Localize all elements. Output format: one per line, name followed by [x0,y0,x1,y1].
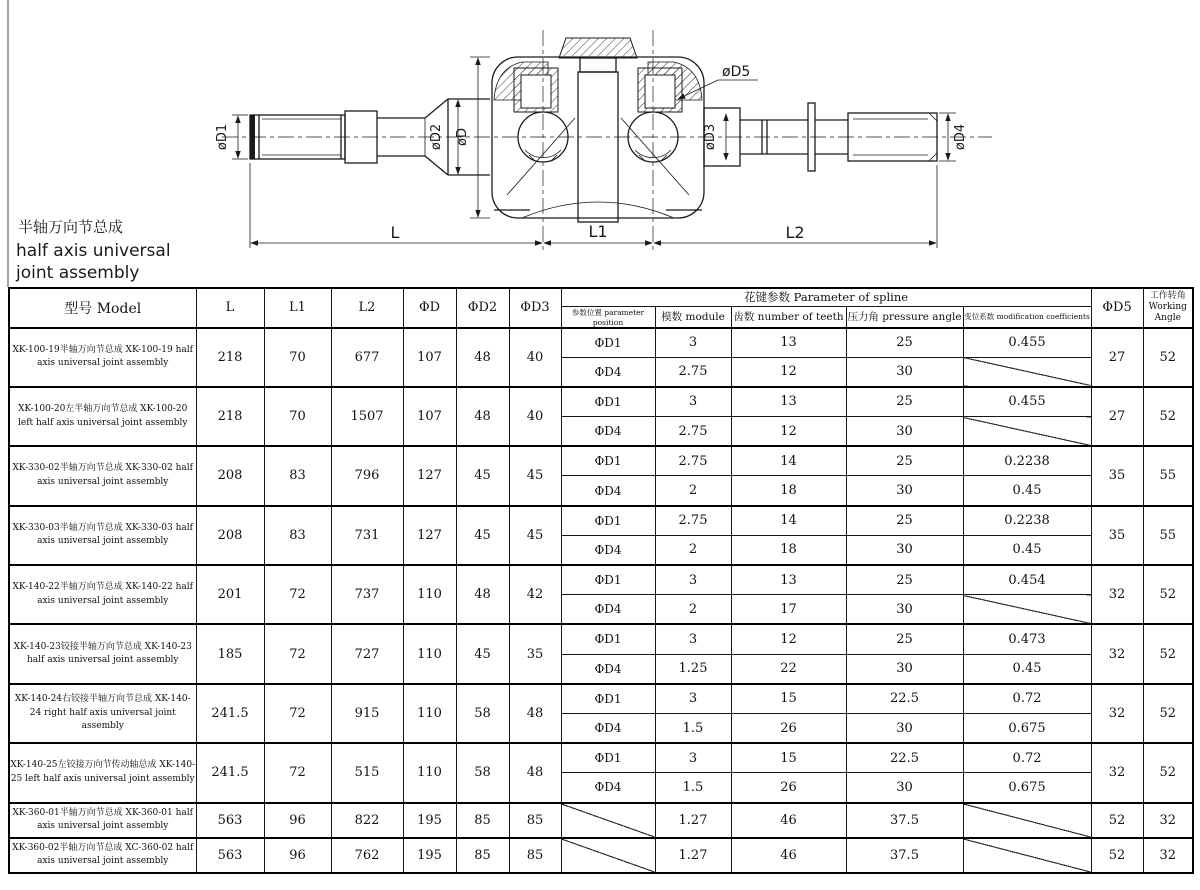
mod-coeff-cell: 0.72 [963,684,1091,714]
module-cell: 2.75 [655,506,731,536]
teeth-cell: 13 [731,328,846,358]
cell-D3: 45 [509,446,561,505]
pressure-angle-cell: 30 [846,773,963,803]
teeth-cell: 46 [731,838,846,873]
module-cell: 1.5 [655,773,731,803]
table-row [9,446,1193,476]
cell-L1: 70 [264,328,331,387]
mod-coeff-cell: 0.675 [963,713,1091,743]
cell-L2: 737 [331,565,403,624]
teeth-cell: 17 [731,595,846,625]
table-row [9,387,1193,417]
title-block [15,218,171,283]
table-row [9,565,1193,595]
working-angle-cell: 55 [1143,446,1193,505]
cell-D2: 85 [456,803,509,838]
cell-L1: 72 [264,624,331,683]
teeth-cell: 12 [731,417,846,447]
module-cell: 2 [655,535,731,565]
teeth-cell: 22 [731,654,846,684]
cell-D5: 32 [1091,743,1143,802]
model-cell: XK-330-02半轴万向节总成 XK-330-02 half axis universal joint assembly [9,446,196,505]
cell-D2: 48 [456,565,509,624]
cell-D3: 45 [509,506,561,565]
cell-D2: 48 [456,387,509,446]
model-cell: XK-100-20左半轴万向节总成 XK-100-20 left half axis universal joint assembly [9,387,196,446]
spline-position-cell: ΦD1 [561,565,655,595]
spline-position-cell: ΦD1 [561,446,655,476]
cell-D: 127 [403,506,456,565]
module-cell: 1.27 [655,803,731,838]
spline-position-cell: ΦD1 [561,328,655,358]
cell-D3: 42 [509,565,561,624]
mod-coeff-cell: 0.45 [963,654,1091,684]
d2-label: øD2 [429,123,444,151]
col-header-parameter-position: 参数位置 parameter position [561,306,655,328]
cell-D2: 85 [456,838,509,873]
cell-L: 208 [196,506,264,565]
pressure-angle-cell: 30 [846,417,963,447]
teeth-cell: 14 [731,446,846,476]
module-cell: 2.75 [655,417,731,447]
pressure-angle-cell: 30 [846,713,963,743]
mod-coeff-cell: 0.473 [963,624,1091,654]
mod-coeff-cell [963,838,1091,873]
module-cell: 2.75 [655,357,731,387]
teeth-cell: 18 [731,476,846,506]
col-header-pressure-angle: 压力角 pressure angle [846,306,963,328]
table-row [9,684,1193,714]
module-cell: 3 [655,743,731,773]
cell-L2: 727 [331,624,403,683]
module-cell: 2 [655,476,731,506]
spec-table-body [9,328,1193,873]
col-header-D: ΦD [403,288,456,328]
pressure-angle-cell: 22.5 [846,743,963,773]
cell-D5: 35 [1091,506,1143,565]
col-header-mod-coefficients: 变位系数 modification coefficients [963,306,1091,328]
spline-position-cell: ΦD1 [561,684,655,714]
working-angle-cell: 52 [1143,328,1193,387]
col-header-working-angle [1143,288,1193,328]
module-cell: 3 [655,565,731,595]
d3-label: øD3 [703,123,718,151]
module-cell: 2.75 [655,446,731,476]
cell-D3: 40 [509,387,561,446]
spline-position-cell: ΦD1 [561,387,655,417]
spline-position-cell: ΦD4 [561,595,655,625]
cell-D3: 40 [509,328,561,387]
mod-coeff-cell: 0.454 [963,565,1091,595]
spline-position-cell: ΦD4 [561,654,655,684]
cell-D2: 48 [456,328,509,387]
cell-L2: 915 [331,684,403,743]
table-row [9,803,1193,838]
teeth-cell: 12 [731,357,846,387]
model-cell: XK-100-19半轴万向节总成 XK-100-19 half axis universal joint assembly [9,328,196,387]
col-header-teeth: 齿数 number of teeth [731,306,846,328]
teeth-cell: 26 [731,713,846,743]
l1-label: L1 [588,222,608,241]
cell-D2: 45 [456,446,509,505]
working-angle-cell: 52 [1143,743,1193,802]
cell-D3: 35 [509,624,561,683]
model-cell: XK-330-03半轴万向节总成 XK-330-03 half axis universal joint assembly [9,506,196,565]
cell-D: 110 [403,565,456,624]
module-cell: 2 [655,595,731,625]
mod-coeff-cell [963,803,1091,838]
pressure-angle-cell: 25 [846,565,963,595]
pressure-angle-cell: 30 [846,595,963,625]
cell-L1: 72 [264,565,331,624]
col-header-L: L [196,288,264,328]
cell-D5: 32 [1091,684,1143,743]
cell-L2: 677 [331,328,403,387]
cell-L: 241.5 [196,684,264,743]
teeth-cell: 46 [731,803,846,838]
working-angle-cell: 52 [1143,624,1193,683]
working-angle-cell: 32 [1143,838,1193,873]
spline-parameters-header: 花键参数 Parameter of spline [561,288,1091,306]
cell-D3: 85 [509,803,561,838]
model-cell: XK-140-25左铰接万向节传动轴总成 XK-140-25 left half axis universal joint assembly [9,743,196,802]
title-english-line2: joint assembly [16,263,140,283]
teeth-cell: 12 [731,624,846,654]
col-header-D2: ΦD2 [456,288,509,328]
spec-table [8,287,1194,874]
cell-L2: 762 [331,838,403,873]
d4-label: øD4 [953,123,968,151]
cell-L1: 83 [264,446,331,505]
model-cell: XK-360-02半轴万向节总成 XC-360-02 half axis universal joint assembly [9,838,196,873]
cell-L: 208 [196,446,264,505]
pressure-angle-cell: 25 [846,387,963,417]
dim-d [455,57,490,218]
col-header-L1: L1 [264,288,331,328]
cell-D3: 48 [509,743,561,802]
teeth-cell: 15 [731,684,846,714]
cell-D2: 58 [456,684,509,743]
spline-position-cell: ΦD4 [561,713,655,743]
model-cell: XK-140-23铰接半轴万向节总成 XK-140-23 half axis universal joint assembly [9,624,196,683]
spline-position-cell: ΦD1 [561,506,655,536]
spline-position-cell [561,803,655,838]
cell-L1: 72 [264,684,331,743]
mod-coeff-cell: 0.455 [963,387,1091,417]
teeth-cell: 26 [731,773,846,803]
cell-D5: 27 [1091,328,1143,387]
spline-position-cell [561,838,655,873]
cell-L: 218 [196,387,264,446]
teeth-cell: 13 [731,565,846,595]
teeth-cell: 14 [731,506,846,536]
module-cell: 1.27 [655,838,731,873]
cell-L1: 72 [264,743,331,802]
pressure-angle-cell: 30 [846,476,963,506]
col-header-D5: ΦD5 [1091,288,1143,328]
title-chinese: 半轴万向节总成 [18,218,124,236]
mod-coeff-cell: 0.2238 [963,446,1091,476]
cell-L: 563 [196,838,264,873]
pressure-angle-cell: 30 [846,357,963,387]
cell-D5: 35 [1091,446,1143,505]
cell-D5: 27 [1091,387,1143,446]
working-angle-cell: 32 [1143,803,1193,838]
pressure-angle-cell: 25 [846,328,963,358]
model-cell: XK-140-22半轴万向节总成 XK-140-22 half axis universal joint assembly [9,565,196,624]
mod-coeff-cell [963,357,1091,387]
title-english-line1: half axis universal [16,241,171,261]
cell-L1: 70 [264,387,331,446]
table-row [9,838,1193,873]
mod-coeff-cell: 0.45 [963,476,1091,506]
cell-L: 201 [196,565,264,624]
cell-D2: 58 [456,743,509,802]
teeth-cell: 15 [731,743,846,773]
cell-D5: 52 [1091,838,1143,873]
cell-D: 110 [403,624,456,683]
cell-D: 107 [403,328,456,387]
cell-L1: 83 [264,506,331,565]
universal-joint-drawing [0,0,1200,287]
working-angle-en: Working Angle [1148,302,1187,324]
table-row [9,743,1193,773]
model-cell: XK-140-24右铰接半轴万向节总成 XK-140-24 right half axis universal joint assembly [9,684,196,743]
spline-position-cell: ΦD4 [561,535,655,565]
teeth-cell: 18 [731,535,846,565]
table-row [9,506,1193,536]
col-header-D3: ΦD3 [509,288,561,328]
pressure-angle-cell: 30 [846,654,963,684]
pressure-angle-cell: 25 [846,446,963,476]
working-angle-cn: 工作转角 [1149,290,1186,301]
model-cell: XK-360-01半轴万向节总成 XK-360-01 half axis universal joint assembly [9,803,196,838]
module-cell: 3 [655,328,731,358]
cell-D: 107 [403,387,456,446]
working-angle-cell: 52 [1143,565,1193,624]
table-row [9,328,1193,358]
module-cell: 3 [655,684,731,714]
working-angle-cell: 52 [1143,684,1193,743]
pressure-angle-cell: 25 [846,506,963,536]
cell-D3: 48 [509,684,561,743]
module-cell: 1.5 [655,713,731,743]
cell-D: 195 [403,838,456,873]
mod-coeff-cell [963,417,1091,447]
module-cell: 1.25 [655,654,731,684]
length-dimensions [250,163,937,248]
cell-D3: 85 [509,838,561,873]
pressure-angle-cell: 37.5 [846,803,963,838]
cell-D5: 32 [1091,624,1143,683]
pressure-angle-cell: 30 [846,535,963,565]
module-cell: 3 [655,624,731,654]
mod-coeff-cell: 0.2238 [963,506,1091,536]
cell-L: 241.5 [196,743,264,802]
cell-D5: 32 [1091,565,1143,624]
d1-label: øD1 [215,123,230,151]
mod-coeff-cell: 0.45 [963,535,1091,565]
cell-L: 185 [196,624,264,683]
cell-L1: 96 [264,803,331,838]
cell-D2: 45 [456,506,509,565]
working-angle-cell: 52 [1143,387,1193,446]
mod-coeff-cell: 0.455 [963,328,1091,358]
cell-L2: 515 [331,743,403,802]
cell-L2: 822 [331,803,403,838]
spline-position-cell: ΦD1 [561,624,655,654]
cell-D5: 52 [1091,803,1143,838]
l-label: L [390,223,400,242]
col-header-model: 型号 Model [9,288,196,328]
cell-D: 195 [403,803,456,838]
cell-L2: 731 [331,506,403,565]
teeth-cell: 13 [731,387,846,417]
module-cell: 3 [655,387,731,417]
cell-D: 110 [403,743,456,802]
dim-d3 [703,114,726,160]
d5-label: øD5 [722,64,751,80]
cell-L2: 796 [331,446,403,505]
col-header-L2: L2 [331,288,403,328]
cell-L1: 96 [264,838,331,873]
spline-position-cell: ΦD4 [561,357,655,387]
spline-position-cell: ΦD4 [561,417,655,447]
cell-L: 563 [196,803,264,838]
working-angle-cell: 55 [1143,506,1193,565]
spline-position-cell: ΦD1 [561,743,655,773]
l2-label: L2 [785,223,805,242]
joint-body [492,30,704,250]
pressure-angle-cell: 25 [846,624,963,654]
mod-coeff-cell: 0.675 [963,773,1091,803]
mod-coeff-cell: 0.72 [963,743,1091,773]
mod-coeff-cell [963,595,1091,625]
pressure-angle-cell: 37.5 [846,838,963,873]
d-label: øD [455,128,470,146]
cell-L: 218 [196,328,264,387]
pressure-angle-cell: 22.5 [846,684,963,714]
cell-D2: 45 [456,624,509,683]
cell-D: 127 [403,446,456,505]
spline-position-cell: ΦD4 [561,773,655,803]
cell-D: 110 [403,684,456,743]
cell-L2: 1507 [331,387,403,446]
table-row [9,624,1193,654]
spline-position-cell: ΦD4 [561,476,655,506]
col-header-module: 模数 module [655,306,731,328]
